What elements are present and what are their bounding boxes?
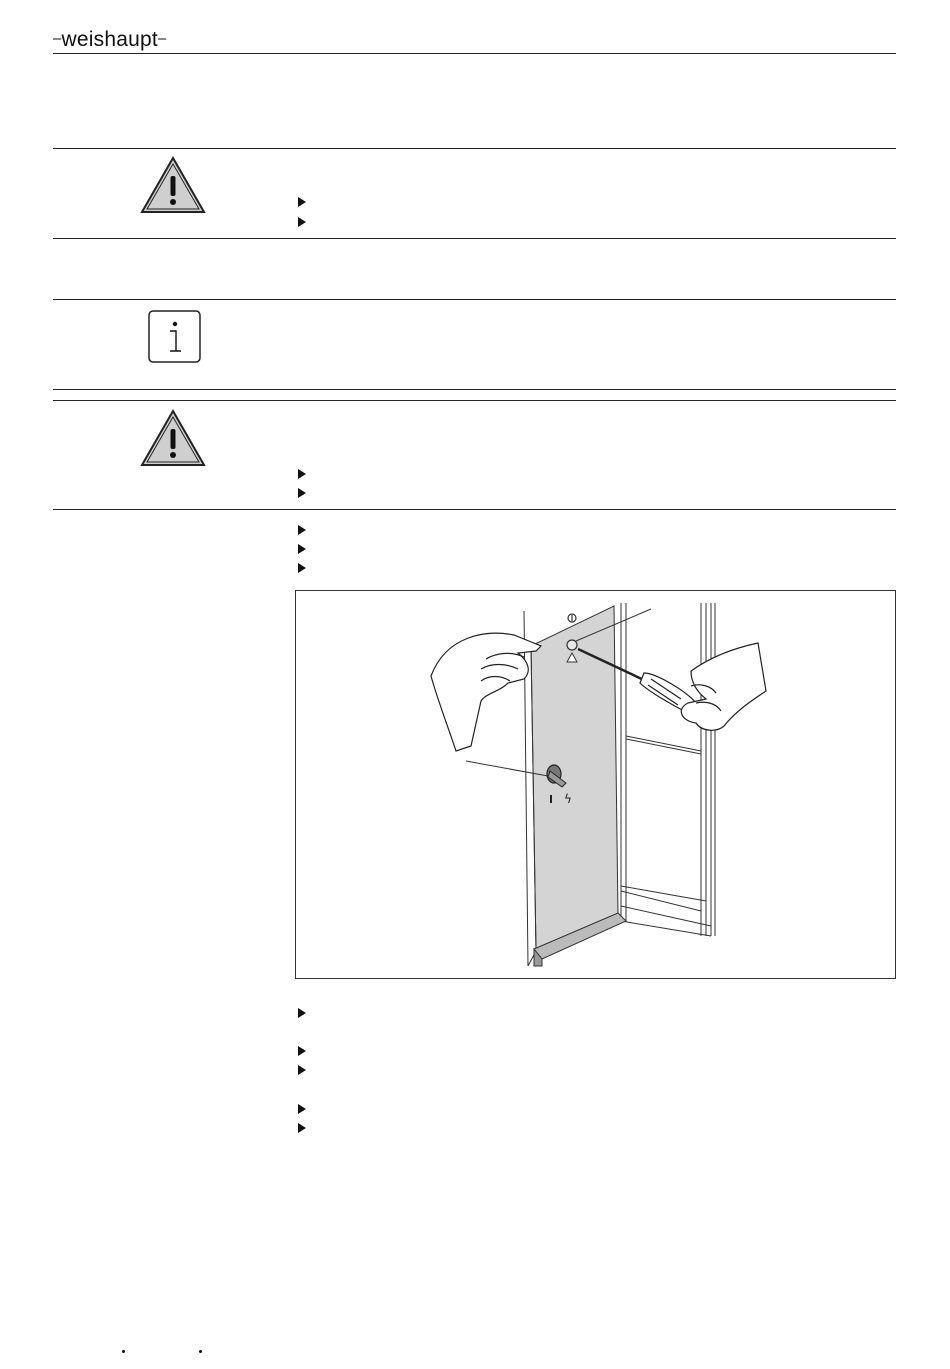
bullet-marker (298, 563, 308, 575)
bullet-marker (298, 1123, 308, 1135)
section-rule-4 (53, 389, 896, 390)
warning-triangle-icon (140, 156, 206, 219)
brand-dash-left: – (53, 30, 62, 47)
hand-icon (681, 643, 766, 730)
footer-dot (199, 1350, 202, 1353)
header-rule (53, 53, 896, 54)
section-rule-5 (53, 400, 896, 401)
bullet-marker (298, 1046, 308, 1058)
section-rule-2 (53, 238, 896, 239)
svg-text:ϟ: ϟ (564, 792, 572, 806)
brand-dash-right: – (157, 30, 167, 47)
illustration-frame (295, 590, 896, 979)
section-rule-6 (53, 509, 896, 510)
bullet-marker (298, 197, 308, 209)
bullet-marker (298, 1008, 308, 1020)
footer-dot (122, 1350, 125, 1353)
bullet-marker (298, 1065, 308, 1077)
bullet-marker (298, 544, 308, 556)
section-rule-3 (53, 299, 896, 300)
section-rule-1 (53, 148, 896, 149)
warning-triangle-icon (140, 409, 206, 472)
illustration-svg (296, 591, 895, 978)
bullet-marker (298, 488, 308, 500)
bullet-marker (298, 1104, 308, 1116)
bullet-marker (298, 469, 308, 481)
bullet-marker (298, 217, 308, 229)
brand-logo (53, 28, 166, 52)
brand-name: weishaupt (61, 28, 158, 51)
info-icon (148, 310, 202, 369)
bullet-marker (298, 525, 308, 537)
